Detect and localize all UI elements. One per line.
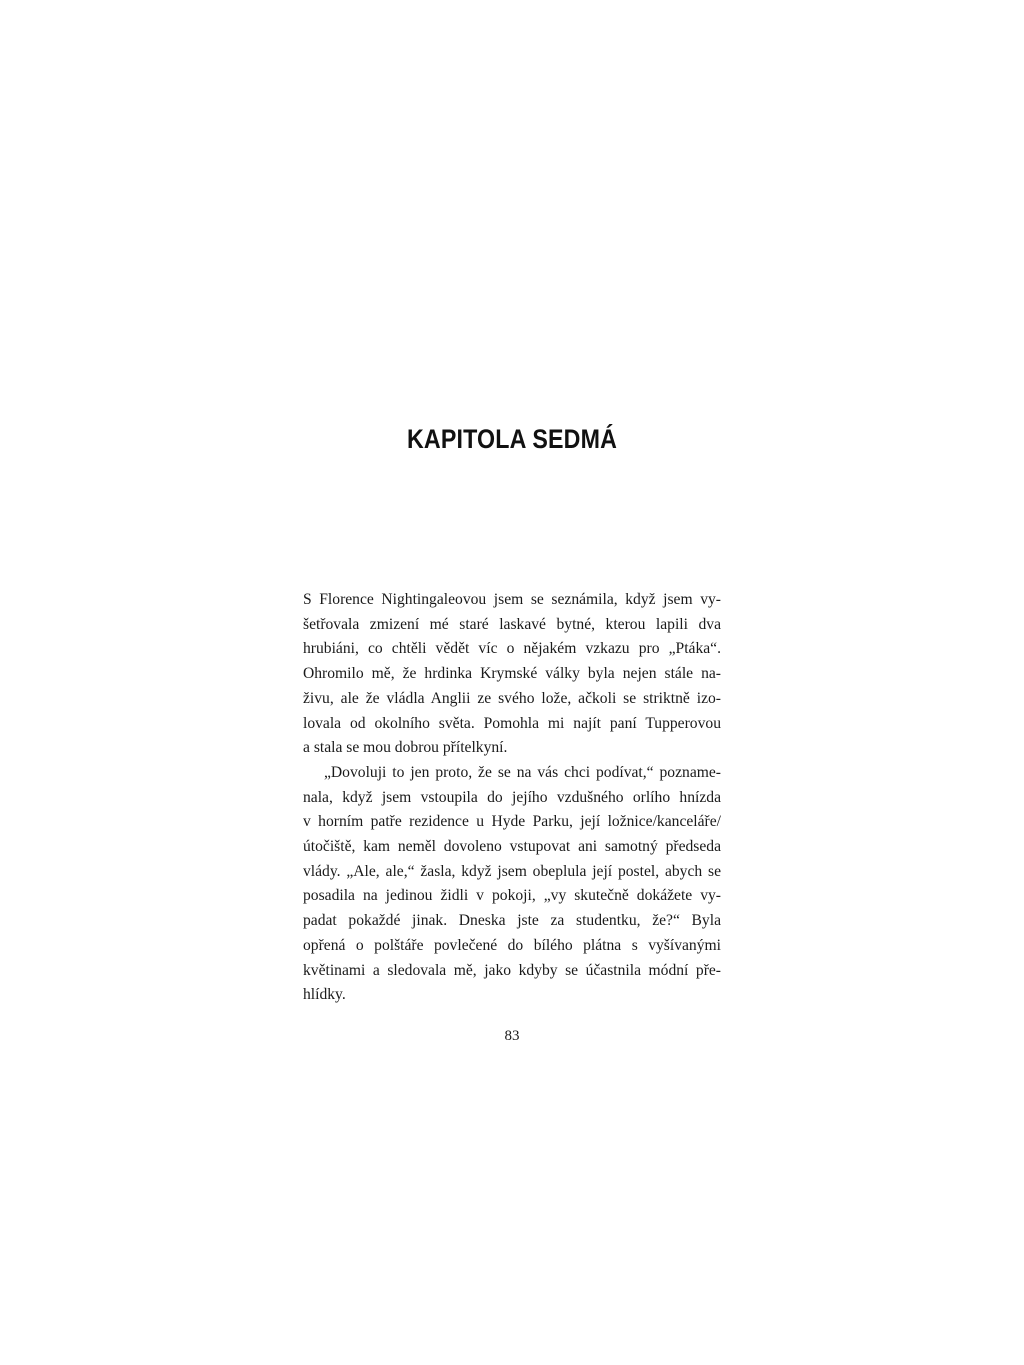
text-line: lovala od okolního světa. Pomohla mi najít paní Tupperovou <box>303 714 721 732</box>
page-number: 83 <box>504 1028 520 1044</box>
text-line: posadila na jedinou židli v pokoji, „vy skutečně dokážete vy- <box>303 887 721 905</box>
text-line: Ohromilo mě, že hrdinka Krymské války byla nejen stále na- <box>303 665 721 683</box>
text-line: „Dovoluji to jen proto, že se na vás chci podívat,“ poznamе- <box>324 763 721 781</box>
text-line: padat pokaždé jinak. Dneska jste za studentku, že?“ Byla <box>303 912 721 930</box>
text-line: živu, ale že vládla Anglii ze svého lože, ačkoli se striktně izo- <box>303 689 721 707</box>
text-line: v horním patře rezidence u Hyde Parku, její ložnice/kanceláře/ <box>303 813 721 831</box>
paragraph <box>303 588 721 761</box>
text-line: květinami a sledovala mě, jako kdyby se účastnila módní pře- <box>303 961 721 979</box>
text-line: vlády. „Ale, ale,“ žasla, když jsem obeplula její postel, abych se <box>303 862 721 880</box>
text-line: hrubiáni, co chtěli vědět víc o nějakém vzkazu pro „Ptáka“. <box>303 640 721 658</box>
text-line: a stala se mou dobrou přítelkyní. <box>303 739 508 757</box>
text-line: S Florence Nightingaleovou jsem se seznámila, když jsem vy- <box>303 591 721 608</box>
text-line: útočiště, kam neměl dovoleno vstupovat ani samotný předseda <box>303 838 721 856</box>
chapter-title: KAPITOLA SEDMÁ <box>406 424 618 454</box>
text-line: šetřovala zmizení mé staré laskavé bytné, kterou lapili dva <box>303 615 721 633</box>
chapter-body <box>303 588 721 1008</box>
text-line: opřená o polštáře povlečené do bílého plátna s vyšívanými <box>303 936 721 954</box>
text-line: nala, když jsem vstoupila do jejího vzdušného orlího hnízda <box>303 788 721 806</box>
paragraph <box>303 761 721 1008</box>
text-line: hlídky. <box>303 986 346 1004</box>
